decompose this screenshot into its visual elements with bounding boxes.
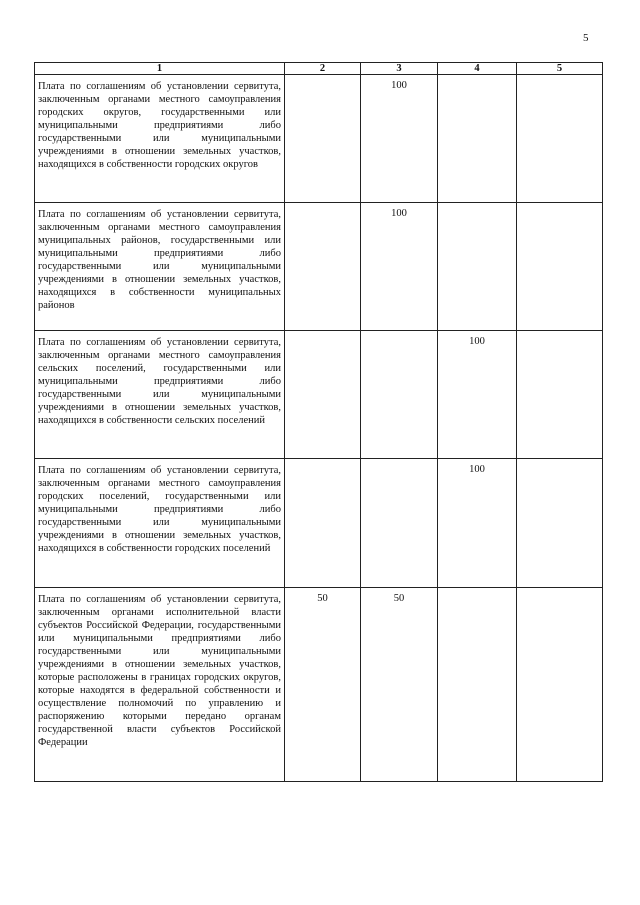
row-description: Плата по соглашениям об установлении сервитута, заключенным органами местного самоуправления сельских поселений, государственными или муниципальными предприятиями либо государственными или муниципальными учреждениями в отношении земельных участков, находящихся в собственности сельских поселений [35, 331, 285, 459]
table-row [35, 588, 603, 782]
cell-col5 [517, 75, 603, 203]
cell-col3: 100 [361, 75, 438, 203]
cell-col4 [438, 588, 517, 782]
cell-col5 [517, 588, 603, 782]
revenue-distribution-table [34, 62, 603, 782]
cell-col5 [517, 459, 603, 588]
cell-col2: 50 [285, 588, 361, 782]
cell-col3: 50 [361, 588, 438, 782]
row-description: Плата по соглашениям об установлении сервитута, заключенным органами местного самоуправления городских поселений, государственными или муниципальными предприятиями либо государственными или муниципальными учреждениями в отношении земельных участков, находящихся в собственности городских поселений [35, 459, 285, 588]
column-header-1: 1 [35, 63, 285, 75]
cell-col3 [361, 459, 438, 588]
cell-col3: 100 [361, 203, 438, 331]
table-header-row [35, 63, 603, 75]
column-header-3: 3 [361, 63, 438, 75]
row-description: Плата по соглашениям об установлении сервитута, заключенным органами местного самоуправления муниципальных районов, государственными или муниципальными предприятиями либо государственными или муниципальными учреждениями в отношении земельных участков, находящихся в собственности муниципальных районов [35, 203, 285, 331]
cell-col2 [285, 203, 361, 331]
cell-col4 [438, 203, 517, 331]
page-number: 5 [583, 32, 589, 44]
table-row [35, 75, 603, 203]
cell-col3 [361, 331, 438, 459]
cell-col2 [285, 331, 361, 459]
table-row [35, 203, 603, 331]
row-description: Плата по соглашениям об установлении сервитута, заключенным органами исполнительной власти субъектов Российской Федерации, государственными или муниципальными предприятиями либо государственными или муниципальными учреждениями в отношении земельных участков, которые расположены в границах городских округов, которые находятся в федеральной собственности и осуществление полномочий по управлению и распоряжению которыми передано органам государственной власти субъектов Российской Федерации [35, 588, 285, 782]
cell-col4: 100 [438, 331, 517, 459]
column-header-2: 2 [285, 63, 361, 75]
cell-col5 [517, 203, 603, 331]
table-row [35, 459, 603, 588]
cell-col4: 100 [438, 459, 517, 588]
column-header-5: 5 [517, 63, 603, 75]
row-description: Плата по соглашениям об установлении сервитута, заключенным органами местного самоуправления городских округов, государственными или муниципальными предприятиями либо государственными или муниципальными учреждениями в отношении земельных участков, находящихся в собственности городских округов [35, 75, 285, 203]
cell-col2 [285, 459, 361, 588]
cell-col5 [517, 331, 603, 459]
cell-col4 [438, 75, 517, 203]
table-row [35, 331, 603, 459]
cell-col2 [285, 75, 361, 203]
column-header-4: 4 [438, 63, 517, 75]
